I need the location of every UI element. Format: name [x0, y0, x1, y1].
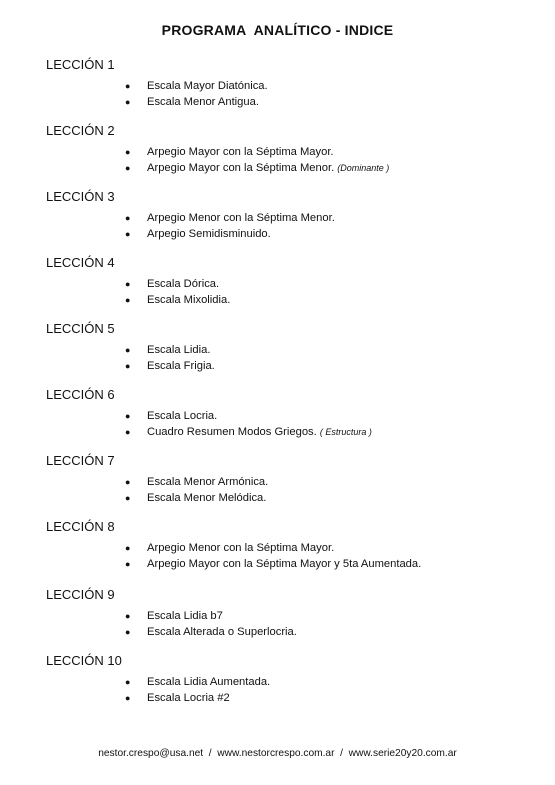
- lesson-heading: LECCIÓN 6: [46, 387, 115, 402]
- topic-text: Escala Locria #2: [147, 692, 230, 704]
- lesson-heading: LECCIÓN 5: [46, 321, 115, 336]
- topic-text: Escala Lidia.: [147, 344, 211, 356]
- bullet-icon: ●: [125, 147, 131, 157]
- bullet-icon: ●: [125, 97, 131, 107]
- lesson-heading: LECCIÓN 7: [46, 453, 115, 468]
- bullet-icon: ●: [125, 295, 131, 305]
- lesson-heading: LECCIÓN 2: [46, 123, 115, 138]
- topic-text: Escala Menor Antigua.: [147, 96, 259, 108]
- lesson-7: [46, 452, 526, 504]
- bullet-icon: ●: [125, 81, 131, 91]
- lesson-heading: LECCIÓN 8: [46, 519, 115, 534]
- topic-text: Escala Locria.: [147, 410, 218, 422]
- bullet-icon: ●: [125, 627, 131, 637]
- bullet-icon: ●: [125, 361, 131, 371]
- footer-contact: nestor.crespo@usa.net / www.nestorcrespo.com.ar / www.serie20y20.com.ar: [98, 748, 457, 759]
- topic-text: Escala Alterada o Superlocria.: [147, 626, 297, 638]
- topic-text: Cuadro Resumen Modos Griegos.: [147, 426, 317, 438]
- topic-text: Escala Lidia Aumentada.: [147, 676, 271, 688]
- page-title: PROGRAMA ANALÍTICO - INDICE: [161, 22, 394, 38]
- lesson-9: [46, 586, 526, 638]
- bullet-icon: ●: [125, 611, 131, 621]
- topic-text: Arpegio Mayor con la Séptima Mayor.: [147, 146, 334, 158]
- topic-text: Escala Menor Melódica.: [147, 492, 267, 504]
- lesson-heading: LECCIÓN 4: [46, 255, 115, 270]
- topic-text: Arpegio Mayor con la Séptima Mayor y 5ta Aumentada.: [147, 558, 422, 570]
- bullet-icon: ●: [125, 229, 131, 239]
- lesson-10: [46, 652, 526, 704]
- topic-note: ( Estructura ): [319, 427, 372, 437]
- bullet-icon: ●: [125, 427, 131, 437]
- bullet-icon: ●: [125, 345, 131, 355]
- lesson-2: [46, 122, 526, 174]
- lesson-heading: LECCIÓN 10: [46, 653, 122, 668]
- bullet-icon: ●: [125, 477, 131, 487]
- topic-text: Escala Dórica.: [147, 278, 220, 290]
- bullet-icon: ●: [125, 559, 131, 569]
- topic-text: Escala Mixolidia.: [147, 294, 231, 306]
- bullet-icon: ●: [125, 543, 131, 553]
- bullet-icon: ●: [125, 279, 131, 289]
- bullet-icon: ●: [125, 493, 131, 503]
- lesson-heading: LECCIÓN 3: [46, 189, 115, 204]
- bullet-icon: ●: [125, 677, 131, 687]
- lesson-8: [46, 518, 526, 570]
- lesson-heading: LECCIÓN 1: [46, 57, 115, 72]
- lesson-6: [46, 386, 526, 438]
- lesson-heading: LECCIÓN 9: [46, 587, 115, 602]
- topic-text: Escala Menor Armónica.: [147, 476, 269, 488]
- bullet-icon: ●: [125, 411, 131, 421]
- topic-text: Arpegio Menor con la Séptima Menor.: [147, 212, 335, 224]
- topic-text: Arpegio Mayor con la Séptima Menor.: [147, 162, 335, 174]
- topic-note: (Dominante ): [337, 163, 390, 173]
- topic-text: Escala Mayor Diatónica.: [147, 80, 268, 92]
- topic-text: Escala Frigia.: [147, 360, 215, 372]
- lesson-5: [46, 320, 526, 372]
- bullet-icon: ●: [125, 693, 131, 703]
- topic-text: Arpegio Semidisminuido.: [147, 228, 271, 240]
- lesson-1: [46, 56, 526, 108]
- lesson-3: [46, 188, 526, 240]
- bullet-icon: ●: [125, 213, 131, 223]
- lesson-4: [46, 254, 526, 306]
- topic-text: Arpegio Menor con la Séptima Mayor.: [147, 542, 335, 554]
- bullet-icon: ●: [125, 163, 131, 173]
- topic-text: Escala Lidia b7: [147, 610, 223, 622]
